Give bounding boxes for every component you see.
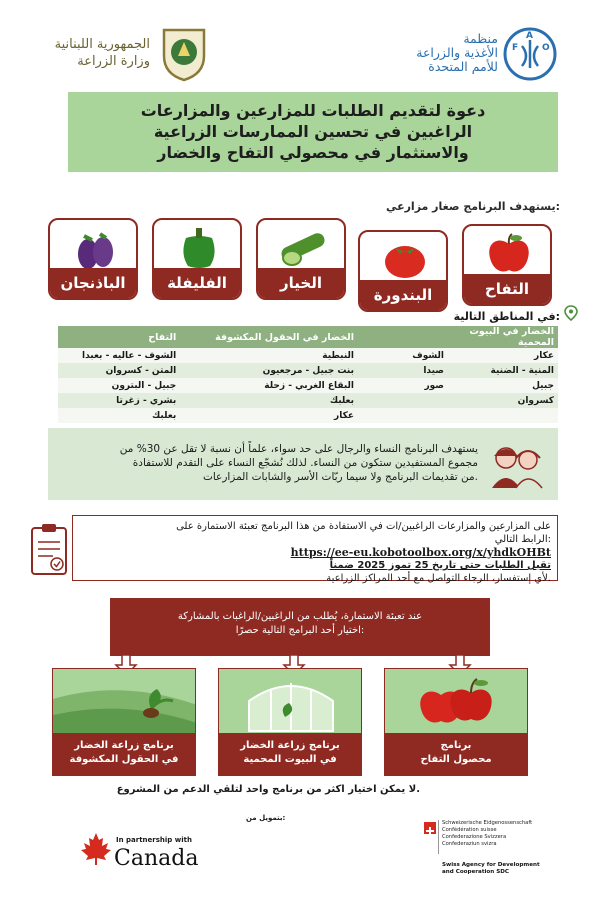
fao-name-line-3: للأمم المتحدة [428,59,498,74]
regions-heading: في المناطق التالية: [453,310,560,323]
svg-text:F: F [512,43,519,53]
seedling-field-icon [53,669,196,735]
canada-logo [80,832,210,872]
apples-icon [385,669,528,735]
crop-label-cucumber: الخيار [258,268,344,298]
table-row [58,408,558,423]
bell-pepper-icon [174,226,224,270]
table-cell: المنية - الضنية [448,363,558,378]
table-cell: جبيل [448,378,558,393]
column-header-greenhouse-2 [358,326,448,348]
crop-label-apple: التفاح [464,274,550,304]
table-cell: الشوف [358,348,448,363]
fao-emblem-icon [502,26,558,82]
target-intro: يستهدف البرنامج صغار مزارعي: [385,200,560,213]
deadline-text: تقبل الطلبات حتى تاريخ 25 تموز 2025 ضمناً [329,560,551,571]
crop-card-cucumber [256,218,346,300]
farmers-icon [486,440,546,490]
column-header-greenhouse: الخضار في البيوت المحمية [448,326,558,348]
tomato-icon [380,238,430,282]
table-cell: بعلبك [58,408,180,423]
lebanon-ministry-logo [40,26,210,82]
swiss-divider [438,820,439,854]
maple-leaf-icon [80,832,112,866]
women-participation-text: يستهدف البرنامج النساء والرجال على حد سواء، علماً أن نسبة لا تقل عن 30% من مجموع المستفيدين ستكون من النساء. لذلك نُشجّع النساء على التقدم للاستفادة من تقديمات البرنامج ولا سيما ربّات الأسر والشابات المزارعات. [119,443,478,483]
table-cell: بعلبك [180,393,358,408]
table-header-row [58,326,558,348]
program-label-greenhouse-2: في البيوت المحمية [243,754,337,765]
column-header-apple: التفاح [58,326,180,348]
swiss-flag-icon [424,822,436,834]
table-cell: كسروان [448,393,558,408]
title-line-3: والاستثمار في محصولي التفاح والخضار [157,143,469,162]
program-label-apple-1: برنامج [440,740,472,751]
single-program-note: لا يمكن اختيار اكثر من برنامج واحد لتلقي الدعم من المشروع. [116,784,420,795]
clipboard-icon [29,522,69,576]
crop-label-pepper: الفليفلة [154,268,240,298]
table-row [58,348,558,363]
fao-name-line-1: منظمة [463,31,498,46]
ministry-emblem-icon [158,26,210,82]
table-row [58,393,558,408]
regions-table [58,326,558,423]
table-row [58,363,558,378]
application-form-link[interactable]: https://ee-eu.kobotoolbox.org/x/yhdkOHBt [290,546,551,559]
table-cell: صور [358,378,448,393]
table-cell: بنت جبيل - مرجعيون [180,363,358,378]
program-label-apple-2: محصول التفاح [420,754,492,765]
fao-name-line-2: الأغذية والزراعة [416,45,498,60]
location-pin-icon [564,305,578,321]
table-cell: عكار [180,408,358,423]
lebanon-name-line-2: وزارة الزراعة [77,54,150,69]
table-cell: البقاع الغربي - زحلة [180,378,358,393]
eggplant-icon [70,226,120,270]
crop-card-eggplant [48,218,138,300]
application-box [72,515,558,584]
table-cell [448,408,558,423]
table-cell: المتن - كسروان [58,363,180,378]
crop-label-tomato: البندورة [360,280,446,310]
table-cell: صيدا [358,363,448,378]
title-line-1: دعوة لتقديم الطلبات للمزارعين والمزارعات [140,101,486,120]
program-intro-line-2: اختيار أحد البرامج التالية حصرًا: [235,625,365,636]
sdc-line-1: Swiss Agency for Development [442,862,540,868]
fao-logo [410,26,560,82]
apply-instructions: على المزارعين والمزارعات الراغبين/ات في الاستفادة من هذا البرنامج تعبئة الاستمارة على الرابط التالي: [176,521,551,545]
table-cell: بشري - زغرتا [58,393,180,408]
program-label-greenhouse-1: برنامج زراعة الخضار [240,740,340,751]
swiss-line-3: Confederazione Svizzera [442,834,507,840]
table-row [58,378,558,393]
funded-by-label: بتمويل من: [246,814,286,822]
program-card-open-field [52,668,196,776]
crop-card-tomato [358,230,448,312]
table-cell: النبطية [180,348,358,363]
cucumber-icon [278,226,328,270]
program-selection-banner [110,598,490,656]
lebanon-name-line-1: الجمهورية اللبنانية [54,37,150,52]
table-cell [358,408,448,423]
table-cell [358,393,448,408]
program-intro-line-1: عند تعبئة الاستمارة، يُطلب من الراغبين/الراغبات بالمشاركة [177,611,423,622]
crop-label-eggplant: الباذنجان [50,268,136,298]
table-cell: الشوف - عاليه - بعبدا [58,348,180,363]
program-label-open-field-1: برنامج زراعة الخضار [74,740,174,751]
greenhouse-icon [219,669,362,735]
svg-text:O: O [542,43,550,53]
page-title [68,100,558,163]
swiss-line-1: Schweizerische Eidgenossenschaft [442,820,533,826]
svg-text:A: A [526,31,533,41]
canada-wordmark: Canada [114,846,199,871]
crop-card-pepper [152,218,242,300]
contact-text: لأي إستفسار، الرجاء التواصل مع أحد المراكز الزراعية. [326,573,551,584]
program-card-greenhouse [218,668,362,776]
title-banner [68,92,558,172]
table-cell: عكار [448,348,558,363]
program-label-open-field-2: في الحقول المكشوفة [69,754,179,765]
table-cell: جبيل - البترون [58,378,180,393]
swiss-line-4: Confederaziun svizra [442,841,497,847]
program-card-apple [384,668,528,776]
apple-icon [484,232,534,276]
swiss-line-2: Confédération suisse [442,827,497,833]
women-participation-box [48,428,558,500]
column-header-open-field: الخضار في الحقول المكشوفة [180,326,358,348]
crop-card-apple [462,224,552,306]
title-line-2: الراغبين في تحسين الممارسات الزراعية [153,122,473,141]
swiss-sdc-logo [424,820,574,882]
sdc-line-2: and Cooperation SDC [442,869,509,875]
partnership-text: In partnership with [116,836,192,844]
